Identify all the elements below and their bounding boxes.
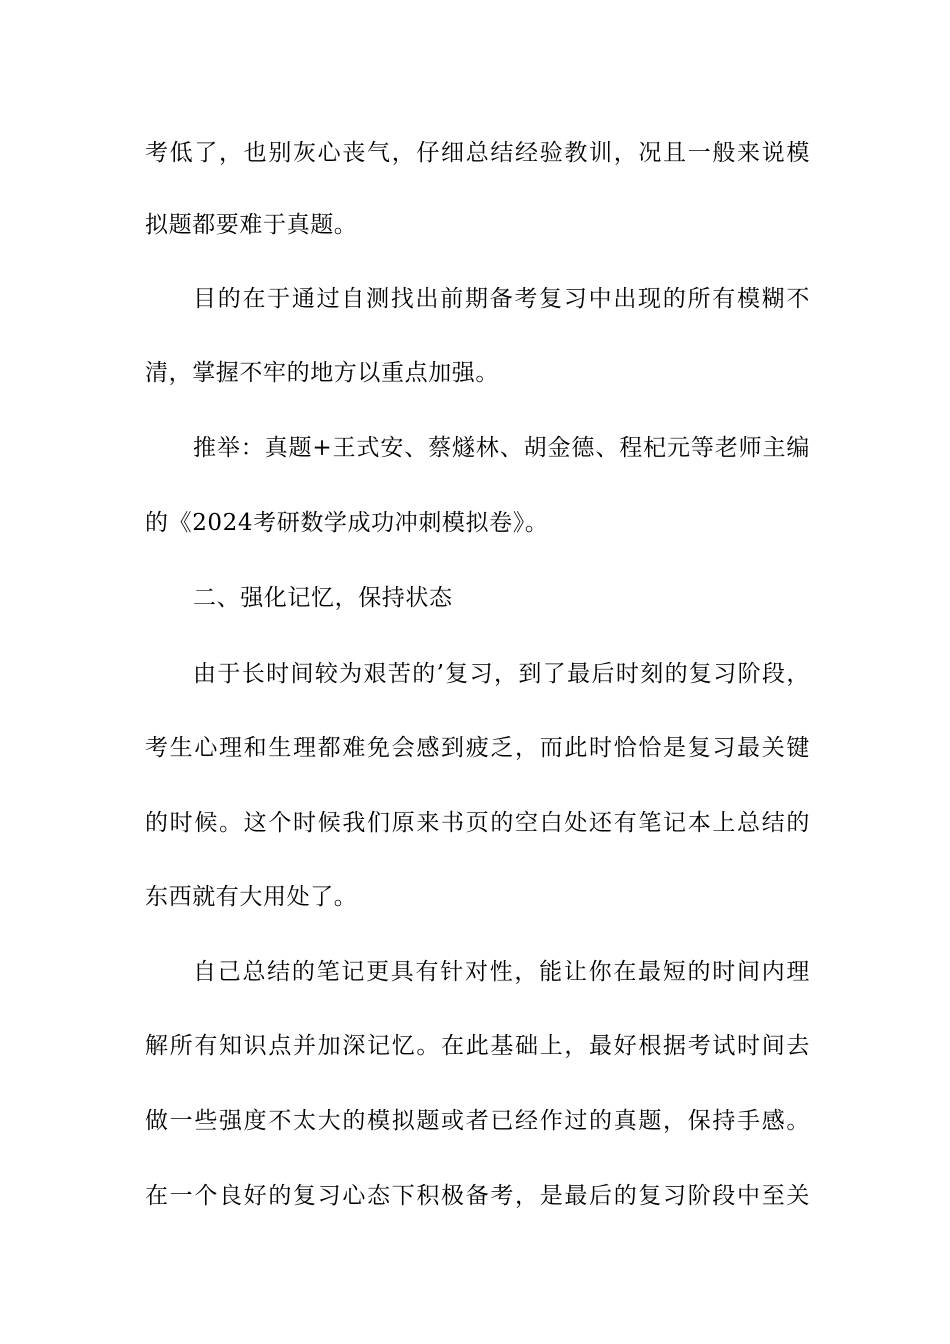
paragraph-4-line-3: 的时候。这个时候我们原来书页的空白处还有笔记本上总结的: [145, 810, 810, 836]
paragraph-4-line-2: 考生心理和生理都难免会感到疲乏，而此时恰恰是复习最关键: [145, 735, 810, 761]
paragraph-4-line-1: 由于长时间较为艰苦的’复习，到了最后时刻的复习阶段，: [193, 661, 810, 687]
paragraph-2-line-1: 目的在于通过自测找出前期备考复习中出现的所有模糊不: [193, 286, 810, 312]
paragraph-3-line-1: 推举：真题+王式安、蔡燧林、胡金德、程杞元等老师主编: [193, 435, 810, 461]
paragraph-3-line-2: 的《2024考研数学成功冲刺模拟卷》。: [145, 510, 549, 536]
paragraph-1-line-2: 拟题都要难于真题。: [145, 212, 358, 238]
paragraph-5-line-4: 在一个良好的复习心态下积极备考，是最后的复习阶段中至关: [145, 1183, 810, 1209]
paragraph-4-line-4: 东西就有大用处了。: [145, 884, 358, 910]
paragraph-5-line-1: 自己总结的笔记更具有针对性，能让你在最短的时间内理: [193, 959, 810, 985]
paragraph-5-line-2: 解所有知识点并加深记忆。在此基础上，最好根据考试时间去: [145, 1033, 810, 1059]
paragraph-2-line-2: 清，掌握不牢的地方以重点加强。: [145, 360, 499, 386]
paragraph-5-line-3: 做一些强度不太大的模拟题或者已经作过的真题，保持手感。: [145, 1108, 810, 1134]
paragraph-1-line-1: 考低了，也别灰心丧气，仔细总结经验教训，况且一般来说模: [145, 140, 810, 166]
section-heading: 二、强化记忆，保持状态: [193, 585, 453, 611]
